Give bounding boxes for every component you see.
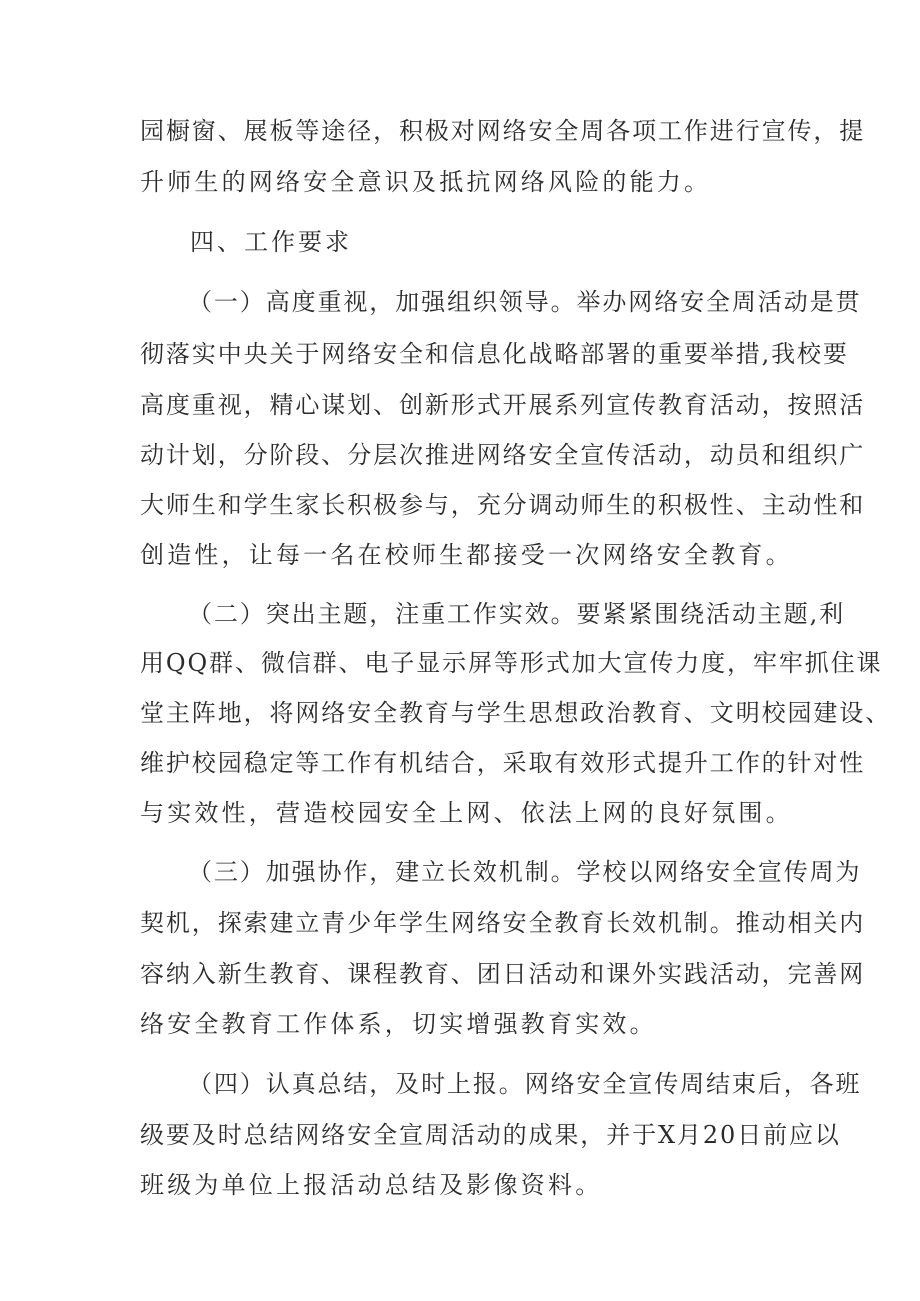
text-line: 高度重视，精心谋划、创新形式开展系列宣传教育活动，按照活 [140, 391, 866, 419]
section-heading: 四、工作要求 [190, 228, 352, 256]
text-line: 彻落实中央关于网络安全和信息化战略部署的重要举措,我校要 [140, 340, 849, 368]
text-line: 动计划，分阶段、分层次推进网络安全宣传活动，动员和组织广 [140, 441, 866, 469]
text-line: 园橱窗、展板等途径，积极对网络安全周各项工作进行宣传，提 [140, 117, 866, 145]
text-line: 与实效性，营造校园安全上网、依法上网的良好氛围。 [140, 799, 793, 827]
text-line: 级要及时总结网络安全宣周活动的成果，并于X月20日前应以 [140, 1121, 841, 1149]
text-line: 维护校园稳定等工作有机结合，采取有效形式提升工作的针对性 [140, 749, 866, 777]
text-line: 堂主阵地，将网络安全教育与学生思想政治教育、文明校园建设、 [140, 699, 892, 727]
paragraph-2-first-line: （二）突出主题，注重工作实效。要紧紧围绕活动主题,利 [188, 600, 846, 628]
text-line: 用QQ群、微信群、电子显示屏等形式加大宣传力度，牢牢抓住课 [140, 649, 883, 677]
text-line: 班级为单位上报活动总结及影像资料。 [140, 1171, 603, 1199]
text-line: 契机，探索建立青少年学生网络安全教育长效机制。推动相关内 [140, 909, 866, 937]
text-line: 络安全教育工作体系，切实增强教育实效。 [140, 1010, 657, 1038]
paragraph-1-first-line: （一）高度重视，加强组织领导。举办网络安全周活动是贯 [188, 288, 862, 316]
text-line: 容纳入新生教育、课程教育、团日活动和课外实践活动，完善网 [140, 960, 866, 988]
text-line: 升师生的网络安全意识及抵抗网络风险的能力。 [140, 168, 712, 196]
paragraph-4-first-line: （四）认真总结，及时上报。网络安全宣传周结束后，各班 [188, 1070, 862, 1098]
text-line: 大师生和学生家长积极参与，充分调动师生的积极性、主动性和 [140, 491, 866, 519]
text-line: 创造性，让每一名在校师生都接受一次网络安全教育。 [140, 541, 793, 569]
paragraph-3-first-line: （三）加强协作，建立长效机制。学校以网络安全宣传周为 [188, 858, 862, 886]
